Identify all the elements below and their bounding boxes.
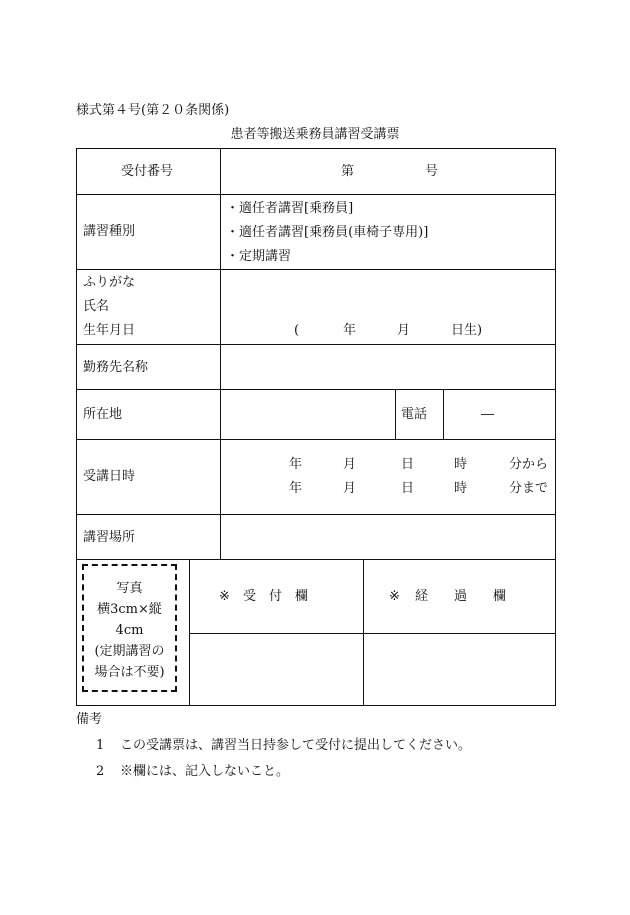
dob-year: 年 <box>343 323 357 338</box>
reception-number-go: 号 <box>425 164 439 179</box>
name-label: 氏名 <box>83 299 110 314</box>
row-divider <box>77 194 555 195</box>
dob-month: 月 <box>397 323 411 338</box>
notes-title: 備考 <box>76 712 103 727</box>
furigana-label: ふりがな <box>83 275 136 290</box>
datetime-label: 受講日時 <box>83 469 136 484</box>
progress-col-mark: ※ <box>389 589 400 604</box>
reception-number-label: 受付番号 <box>121 164 174 179</box>
note-1-text: この受講票は、講習当日持参して受付に提出してください。 <box>120 738 472 753</box>
from-day: 日 <box>401 457 415 472</box>
form-number: 様式第４号(第２０条関係) <box>76 103 230 118</box>
employer-label: 勤務先名称 <box>83 360 149 375</box>
venue-label: 講習場所 <box>83 530 136 545</box>
registration-form <box>76 148 556 706</box>
name-field[interactable] <box>222 271 554 319</box>
reception-col-mark: ※ <box>219 589 230 604</box>
row-divider <box>77 389 555 390</box>
column-divider <box>395 389 396 439</box>
column-divider <box>220 149 221 559</box>
note-1-number: 1 <box>96 738 105 753</box>
from-minute: 分から <box>509 457 549 472</box>
until-hour: 時 <box>454 481 468 496</box>
note-2-text: ※欄には、記入しないこと。 <box>120 764 290 779</box>
from-hour: 時 <box>454 457 468 472</box>
course-option-periodic[interactable]: ・定期講習 <box>226 249 292 264</box>
until-day: 日 <box>401 481 415 496</box>
column-divider <box>363 559 364 705</box>
row-divider <box>77 344 555 345</box>
column-divider <box>443 389 444 439</box>
page-title: 患者等搬送乗務員講習受講票 <box>230 127 400 142</box>
dob-paren-open: ( <box>294 323 300 338</box>
until-minute: 分まで <box>509 481 549 496</box>
photo-size: 横3cm×縦4cm <box>97 602 162 638</box>
until-year: 年 <box>289 481 303 496</box>
phone-dash: ― <box>481 407 494 422</box>
reception-number-dai: 第 <box>341 164 355 179</box>
address-label: 所在地 <box>83 407 123 422</box>
photo-note-1: (定期講習の <box>94 644 165 659</box>
photo-note-2: 場合は不要) <box>94 665 165 680</box>
dob-day: 日生) <box>451 323 483 338</box>
course-type-label: 講習種別 <box>83 224 136 239</box>
column-divider <box>189 559 190 705</box>
reception-col-label: 受 付 欄 <box>243 589 309 604</box>
from-year: 年 <box>289 457 303 472</box>
row-divider <box>189 633 555 634</box>
row-divider <box>77 269 555 270</box>
photo-placeholder <box>82 564 177 692</box>
from-month: 月 <box>343 457 357 472</box>
course-option-wheelchair[interactable]: ・適任者講習[乗務員(車椅子専用)] <box>226 225 429 240</box>
note-2-number: 2 <box>96 764 105 779</box>
row-divider <box>77 439 555 440</box>
phone-label: 電話 <box>401 407 428 422</box>
progress-col-label: 経 過 欄 <box>415 589 507 604</box>
row-divider <box>77 514 555 515</box>
dob-label: 生年月日 <box>83 323 136 338</box>
course-option-appointee[interactable]: ・適任者講習[乗務員] <box>226 201 354 216</box>
photo-cell <box>77 559 189 705</box>
address-field[interactable] <box>222 391 394 438</box>
until-month: 月 <box>343 481 357 496</box>
venue-field[interactable] <box>222 516 554 558</box>
employer-field[interactable] <box>222 346 554 388</box>
phone-field[interactable] <box>445 391 553 438</box>
photo-label: 写真 <box>116 581 143 596</box>
reception-number-field[interactable] <box>222 151 554 193</box>
